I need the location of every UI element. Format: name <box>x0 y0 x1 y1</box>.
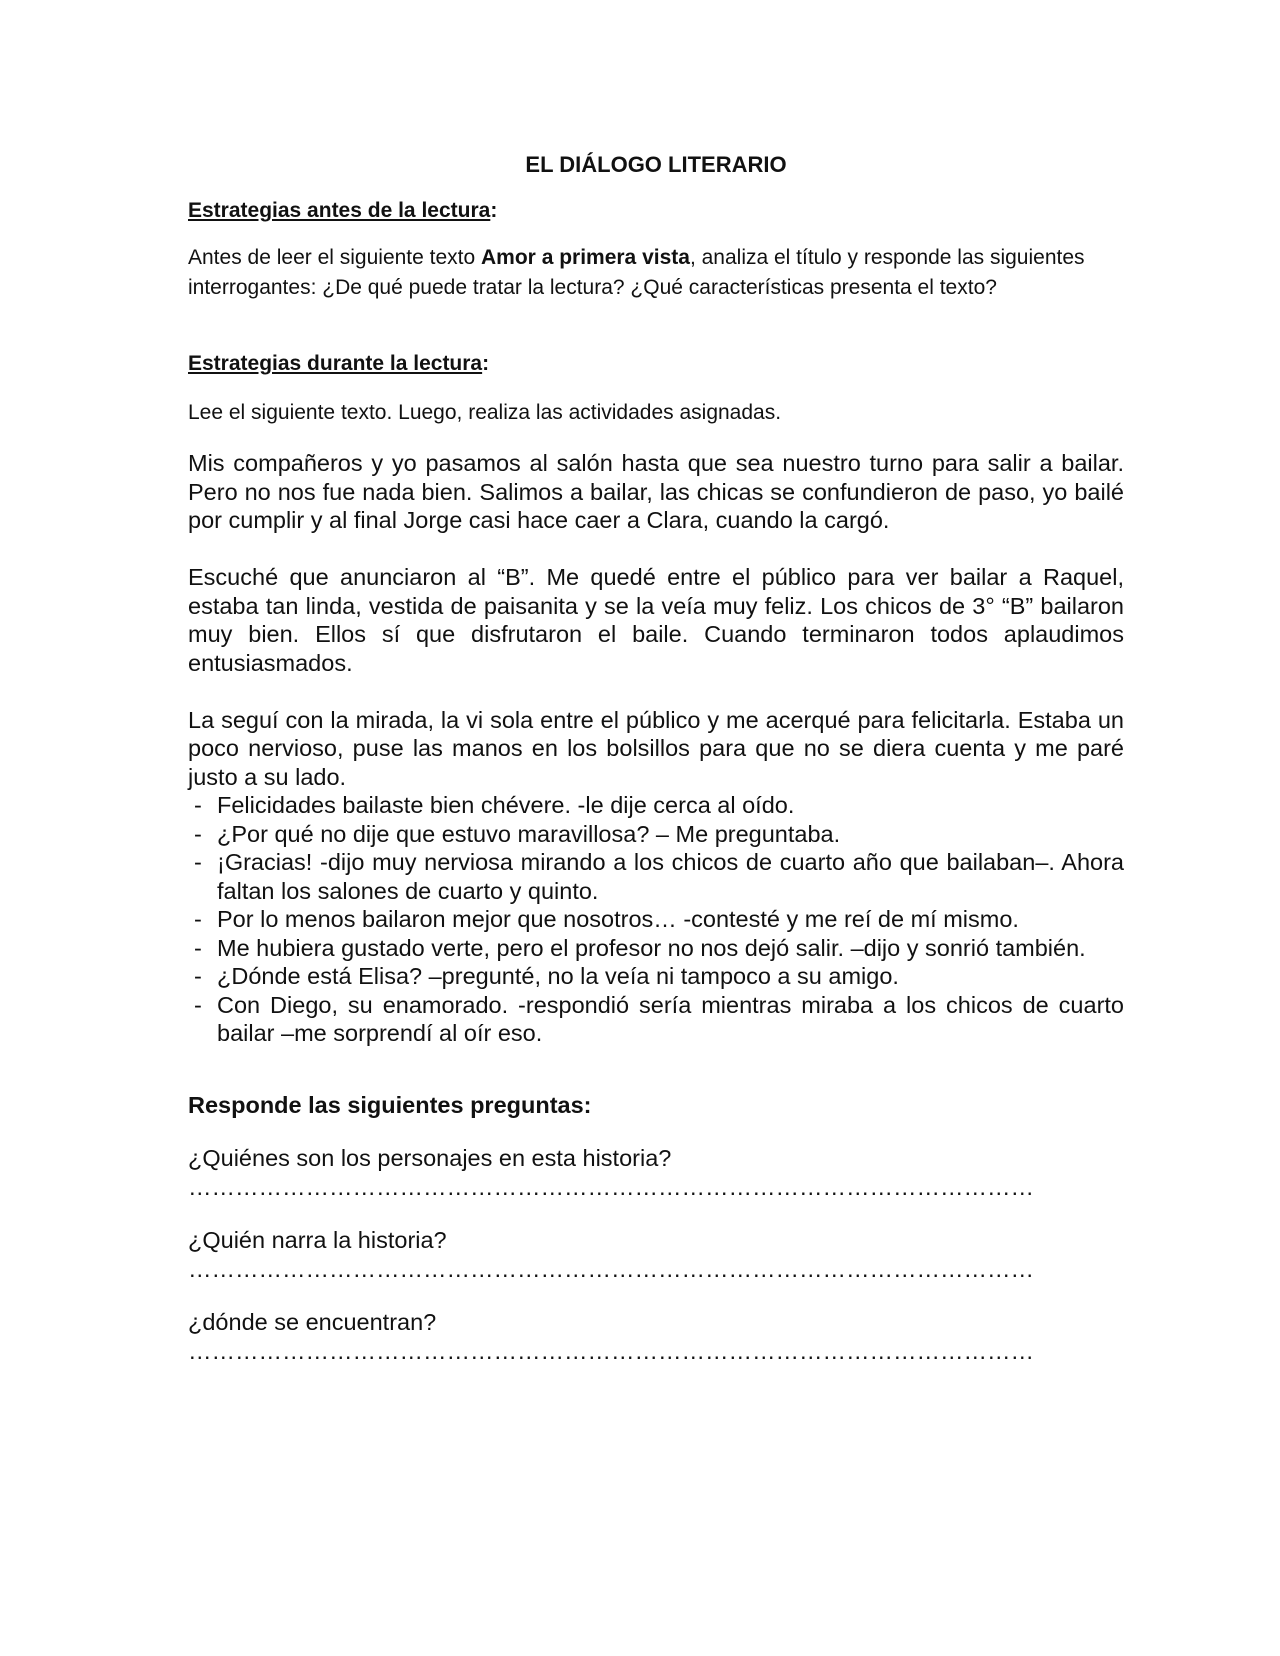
dialogue-line <box>188 848 1124 905</box>
story-text <box>188 449 1124 1048</box>
story-paragraph: La seguí con la mirada, la vi sola entre el público y me acerqué para felicitarla. Estaba un poco nervioso, puse las manos en los bolsillos para que no se diera cuenta y me paré justo a su lado. <box>188 706 1124 790</box>
question-text: ¿Quién narra la historia? <box>188 1227 447 1253</box>
dialogue-line <box>188 934 1124 963</box>
dialogue-dash: - <box>194 963 202 989</box>
dialogue-list <box>188 791 1124 1048</box>
story-paragraph: Mis compañeros y yo pasamos al salón hasta que sea nuestro turno para salir a bailar. Pero no nos fue nada bien. Salimos a bailar, las chicas se confundieron de paso, yo bailé por cumplir y al final Jorge casi hace caer a Clara, cuando la cargó. <box>188 450 1124 533</box>
dialogue-dash: - <box>194 991 202 1018</box>
document-title: EL DIÁLOGO LITERARIO <box>525 152 787 177</box>
questions-heading: Responde las siguientes preguntas: <box>188 1092 592 1118</box>
heading-colon: : <box>482 352 490 375</box>
question-text: ¿dónde se encuentran? <box>188 1309 437 1335</box>
story-paragraph: Escuché que anunciaron al “B”. Me quedé entre el público para ver bailar a Raquel, estaba tan linda, vestida de paisanita y se la veía muy feliz. Los chicos de 3° “B” bailaron muy bien. Ellos sí que disfrutaron el baile. Cuando terminaron todos aplaudimos entusiasmados. <box>188 564 1124 676</box>
during-reading-instruction: Lee el siguiente texto. Luego, realiza las actividades asignadas. <box>188 401 782 424</box>
dialogue-text: ¡Gracias! -dijo muy nerviosa mirando a los chicos de cuarto año que bailaban–. Ahora faltan los salones de cuarto y quinto. <box>217 849 1124 904</box>
dialogue-text: Por lo menos bailaron mejor que nosotros… -contesté y me reí de mí mismo. <box>217 906 1019 932</box>
dialogue-dash: - <box>194 792 202 818</box>
answer-line[interactable]: ……………………………………………………………………………………………… <box>188 1255 1034 1282</box>
dialogue-dash: - <box>194 849 202 875</box>
answer-line[interactable]: ……………………………………………………………………………………………… <box>188 1173 1034 1200</box>
dialogue-dash: - <box>194 934 202 961</box>
dialogue-text: ¿Por qué no dije que estuvo maravillosa? – Me preguntaba. <box>217 820 841 847</box>
dialogue-text: Con Diego, su enamorado. -respondió sería mientras miraba a los chicos de cuarto bailar –me sorprendí al oír eso. <box>217 991 1124 1046</box>
answer-line[interactable]: ……………………………………………………………………………………………… <box>188 1337 1034 1364</box>
dialogue-text: Me hubiera gustado verte, pero el profesor no nos dejó salir. –dijo y sonrió también. <box>217 934 1086 961</box>
question-block <box>188 1226 1124 1283</box>
dialogue-line <box>188 962 1124 991</box>
dialogue-text: Felicidades bailaste bien chévere. -le dije cerca al oído. <box>217 792 795 818</box>
dialogue-line <box>188 905 1124 934</box>
section-heading-during-reading <box>188 351 489 377</box>
question-text: ¿Quiénes son los personajes en esta historia? <box>188 1145 672 1171</box>
dialogue-line <box>188 991 1124 1048</box>
question-block <box>188 1144 1124 1201</box>
section-heading-before-reading <box>188 198 497 224</box>
dialogue-text: ¿Dónde está Elisa? –pregunté, no la veía ni tampoco a su amigo. <box>217 963 899 989</box>
intro-text-part1: Antes de leer el siguiente texto <box>188 246 482 269</box>
dialogue-line <box>188 820 1124 849</box>
dialogue-dash: - <box>194 820 202 847</box>
question-block <box>188 1308 1124 1365</box>
heading-text: Estrategias antes de la lectura <box>188 199 491 222</box>
heading-colon: : <box>490 199 498 222</box>
heading-text: Estrategias durante la lectura <box>188 352 483 375</box>
intro-text-part2: , analiza el título y responde las siguientes interrogantes: ¿De qué puede tratar la lectura? ¿Qué características presenta el texto? <box>188 246 1085 299</box>
before-reading-instructions <box>188 243 1124 303</box>
dialogue-line <box>188 791 1124 820</box>
story-title-reference: Amor a primera vista <box>481 246 690 269</box>
dialogue-dash: - <box>194 906 202 932</box>
